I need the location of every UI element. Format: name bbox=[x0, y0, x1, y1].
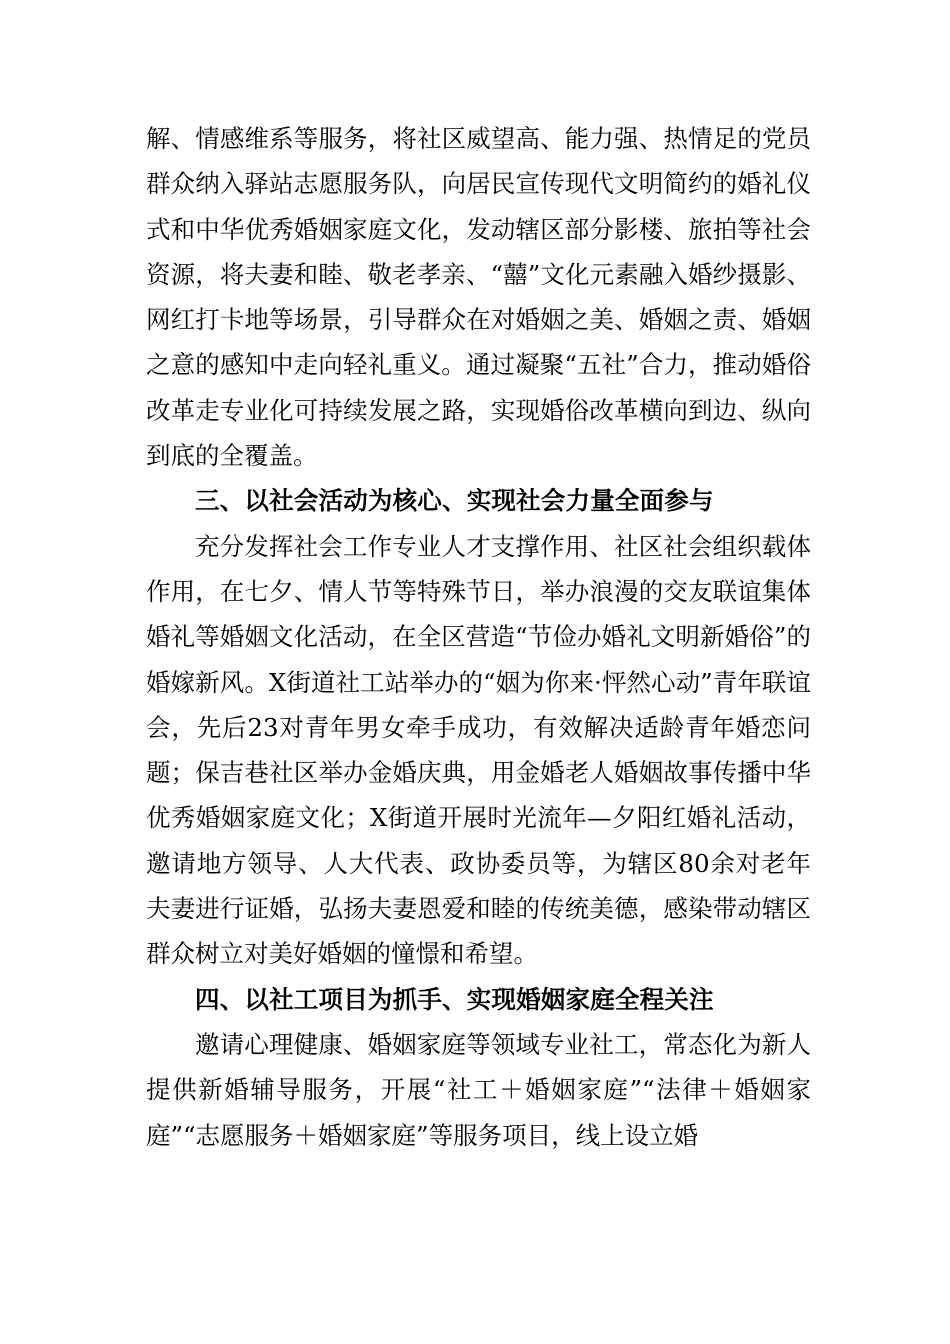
section-heading-3: 三、以社会活动为核心、实现社会力量全面参与 bbox=[195, 486, 714, 516]
paragraph-section-3: 充分发挥社会工作专业人才支撑作用、社区社会组织载体作用，在七夕、情人节等特殊节日，举办浪漫的交友联谊集体婚礼等婚姻文化活动，在全区营造“节俭办婚礼文明新婚俗”的婚嫁新风。X街道社工站举办的“姻为你来·怦然心动”青年联谊会，先后23对青年男女牵手成功，有效解决适龄青年婚恋问题；保吉巷社区举办金婚庆典，用金婚老人婚姻故事传播中华优秀婚姻家庭文化；X街道开展时光流年—夕阳红婚礼活动，邀请地方领导、人大代表、政协委员等，为辖区80余对老年夫妻进行证婚，弘扬夫妻恩爱和睦的传统美德，感染带动辖区群众树立对美好婚姻的憧憬和希望。 bbox=[146, 531, 811, 969]
paragraph-continued: 解、情感维系等服务，将社区威望高、能力强、热情足的党员群众纳入驿站志愿服务队，向居民宣传现代文明简约的婚礼仪式和中华优秀婚姻家庭文化，发动辖区部分影楼、旅拍等社会资源，将夫妻和睦、敬老孝亲、“囍”文化元素融入婚纱摄影、网红打卡地等场景，引导群众在对婚姻之美、婚姻之责、婚姻之意的感知中走向轻礼重义。通过凝聚“五社”合力，推动婚俗改革走专业化可持续发展之路，实现婚俗改革横向到边、纵向到底的全覆盖。 bbox=[146, 124, 811, 471]
section-heading-4: 四、以社工项目为抓手、实现婚姻家庭全程关注 bbox=[195, 984, 714, 1014]
document-body bbox=[146, 116, 811, 1158]
paragraph-section-4: 邀请心理健康、婚姻家庭等领域专业社工，常态化为新人提供新婚辅导服务，开展“社工＋婚姻家庭”“法律＋婚姻家庭”“志愿服务＋婚姻家庭”等服务项目，线上设立婚 bbox=[146, 1029, 811, 1150]
